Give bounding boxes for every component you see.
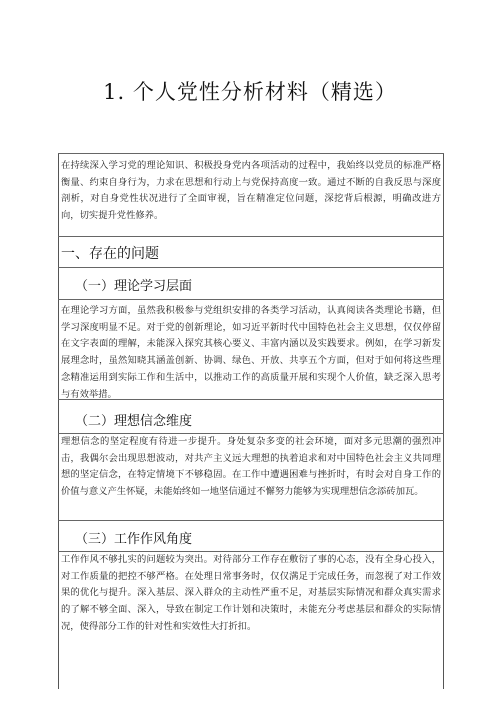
- divider: [58, 299, 444, 300]
- subsection-heading-theory: （一）理论学习层面: [75, 279, 193, 294]
- subsection-heading-style: （三）工作作风角度: [75, 532, 193, 547]
- divider: [58, 267, 444, 268]
- subsection-heading-belief: （二）理想信念维度: [75, 414, 193, 429]
- style-paragraph: 工作作风不够扎实的问题较为突出。对待部分工作存在敷衍了事的心态，没有全身心投入，对工作质量的把控不够严格。在处理日常事务时，仅仅满足于完成任务，而忽视了对工作效果的优化与提升。深入基层、深入群众的主动性严重不足，对基层实际情况和群众真实需求的了解不够全面、深入，导致在制定工作计划和决策时，未能充分考虑基层和群众的实际情况，使得部分工作的针对性和实效性大打折扣。: [61, 554, 441, 632]
- belief-paragraph: 理想信念的坚定程度有待进一步提升。身处复杂多变的社会环境，面对多元思潮的强烈冲击，我偶尔会出现思想波动，对共产主义远大理想的执着追求和对中国特色社会主义共同理想的坚定信念，在特定情境下不够稳固。在工作中遭遇困难与挫折时，有时会对自身工作的价值与意义产生怀疑，未能始终如一地坚信通过不懈努力能够为实现理想信念添砖加瓦。: [61, 436, 441, 498]
- section-heading-problems: 一、存在的问题: [61, 246, 159, 262]
- divider: [58, 153, 444, 154]
- divider: [58, 520, 444, 521]
- page-title: 1. 个人党性分析材料（精选）: [103, 80, 397, 104]
- divider: [58, 399, 444, 400]
- divider: [58, 236, 444, 237]
- theory-paragraph: 在理论学习方面，虽然我积极参与党组织安排的各类学习活动，认真阅读各类理论书籍，但学习深度明显不足。对于党的创新理论，如习近平新时代中国特色社会主义思想，仅仅停留在文字表面的理解，未能深入探究其核心要义、丰富内涵以及实践要求。例如，在学习新发展理念时，虽然知晓其涵盖创新、协调、绿色、开放、共享五个方面，但对于如何将这些理念精准运用到实际工作和生活中，以推动工作的高质量开展和实现个人价值，缺乏深入思考与有效举措。: [61, 305, 441, 400]
- intro-paragraph: 在持续深入学习党的理论知识、积极投身党内各项活动的过程中，我始终以党员的标准严格衡量、约束自身行为，力求在思想和行动上与党保持高度一致。通过不断的自我反思与深度剖析，对自身党性状况进行了全面审视，旨在精准定位问题，深挖背后根源，明确改进方向，切实提升党性修养。: [61, 160, 441, 222]
